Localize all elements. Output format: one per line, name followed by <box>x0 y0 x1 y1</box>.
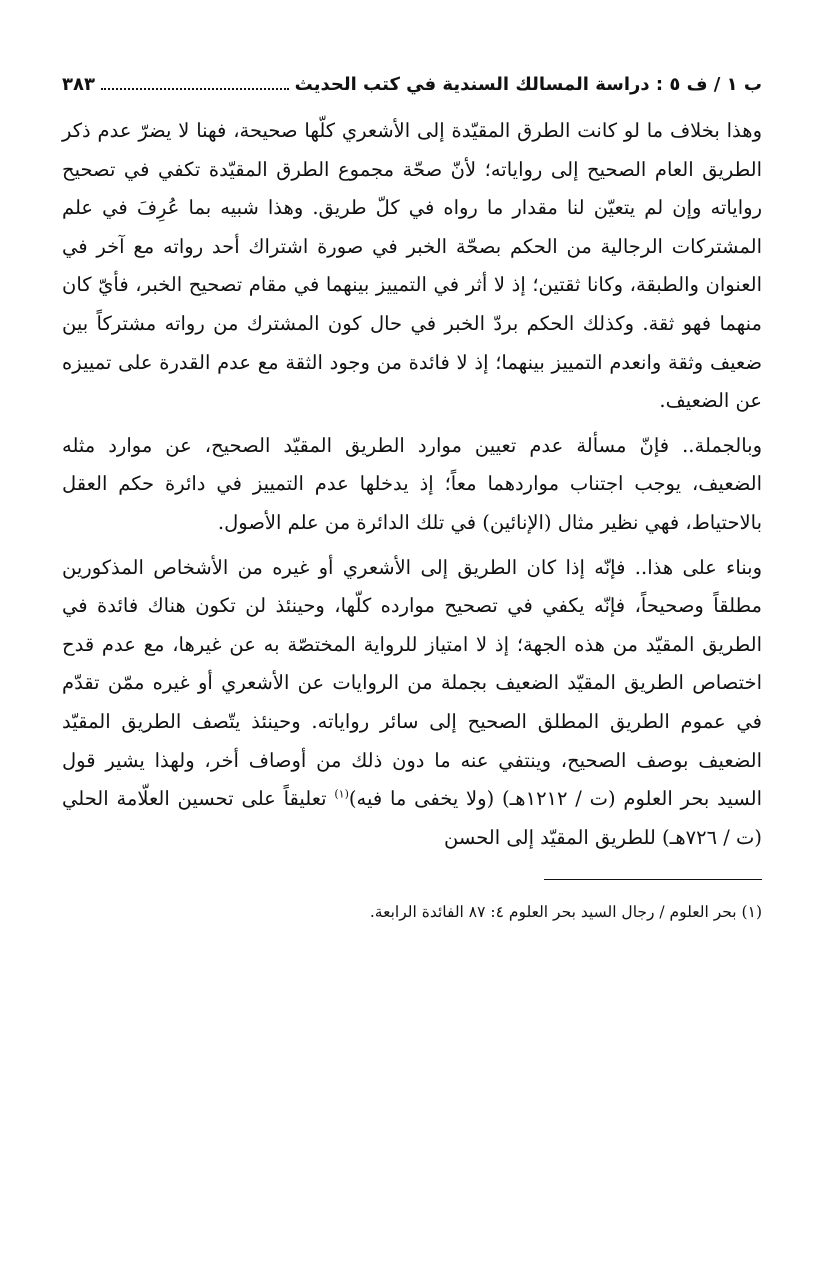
footnote <box>62 898 762 926</box>
body-text <box>62 112 762 857</box>
page-number: ٣٨٣ <box>62 74 95 95</box>
document-page <box>62 68 762 926</box>
footnote-reference[interactable]: (١) <box>334 787 349 801</box>
running-header <box>62 68 762 102</box>
header-leader-dots <box>101 68 289 90</box>
paragraph-3 <box>62 549 762 858</box>
footnote-divider <box>544 879 762 880</box>
paragraph-3-continuation: تعليقاً على تحسين العلّامة الحلي (ت / ٧٢٦هـ) للطريق المقيّد إلى الحسن <box>62 787 762 849</box>
paragraph-3-text: وبناء على هذا.. فإنّه إذا كان الطريق إلى الأشعري أو غيره من الأشخاص المذكورين مطلقاً وصحيحاً، فإنّه يكفي في تصحيح موارده كلّها، وحينئذ لن تكون هناك فائدة في الطريق المقيّد من هذه الجهة؛ إذ لا امتياز للرواية المختصّة به عن غيرها، مع عدم قدح اختصاص الطريق المقيّد الضعيف بجملة من الروايات عن الأشعري أو غيره ممّن تقدّم في عموم الطريق المطلق الصحيح إلى سائر رواياته. وحينئذ يتّصف الطريق المقيّد الضعيف بوصف الصحيح، وينتفي عنه ما دون ذلك من أوصاف أخر، ولهذا يشير قول السيد بحر العلوم (ت / ١٢١٢هـ) (ولا يخفى ما فيه) <box>62 555 762 811</box>
footnote-marker: (١) <box>741 903 762 922</box>
paragraph-2: وبالجملة.. فإنّ مسألة عدم تعيين موارد الطريق المقيّد الصحيح، عن موارد مثله الضعيف، يوجب اجتناب مواردهما معاً؛ إذ يدخلها عدم التمييز في دائرة حكم العقل بالاحتياط، فهي نظير مثال (الإنائين) في تلك الدائرة من علم الأصول. <box>62 433 762 534</box>
footnote-text: بحر العلوم / رجال السيد بحر العلوم ٤: ٨٧ الفائدة الرابعة. <box>369 903 737 922</box>
paragraph-1: وهذا بخلاف ما لو كانت الطرق المقيّدة إلى الأشعري كلّها صحيحة، فهنا لا يضرّ عدم ذكر الطريق العام الصحيح إلى رواياته؛ لأنّ صحّة مجموع الطرق المقيّدة تكفي في تصحيح رواياته وإن لم يتعيّن لنا مقدار ما رواه في كلّ طريق. وهذا شبيه بما عُرِفَ في علم المشتركات الرجالية من الحكم بصحّة الخبر في صورة اشتراك أحد رواته مع آخر في العنوان والطبقة، وكانا ثقتين؛ إذ لا أثر في التمييز بينهما في مقام تصحيح الخبر، فأيّ كان منهما فهو ثقة. وكذلك الحكم بردّ الخبر في حال كون المشترك من رواته مشتركاً بين ضعيف وثقة وانعدم التمييز بينهما؛ إذ لا فائدة من وجود الثقة مع عدم القدرة على تمييزه عن الضعيف. <box>62 119 762 413</box>
header-title: ب ١ / ف ٥ : دراسة المسالك السندية في كتب الحديث <box>294 74 762 95</box>
